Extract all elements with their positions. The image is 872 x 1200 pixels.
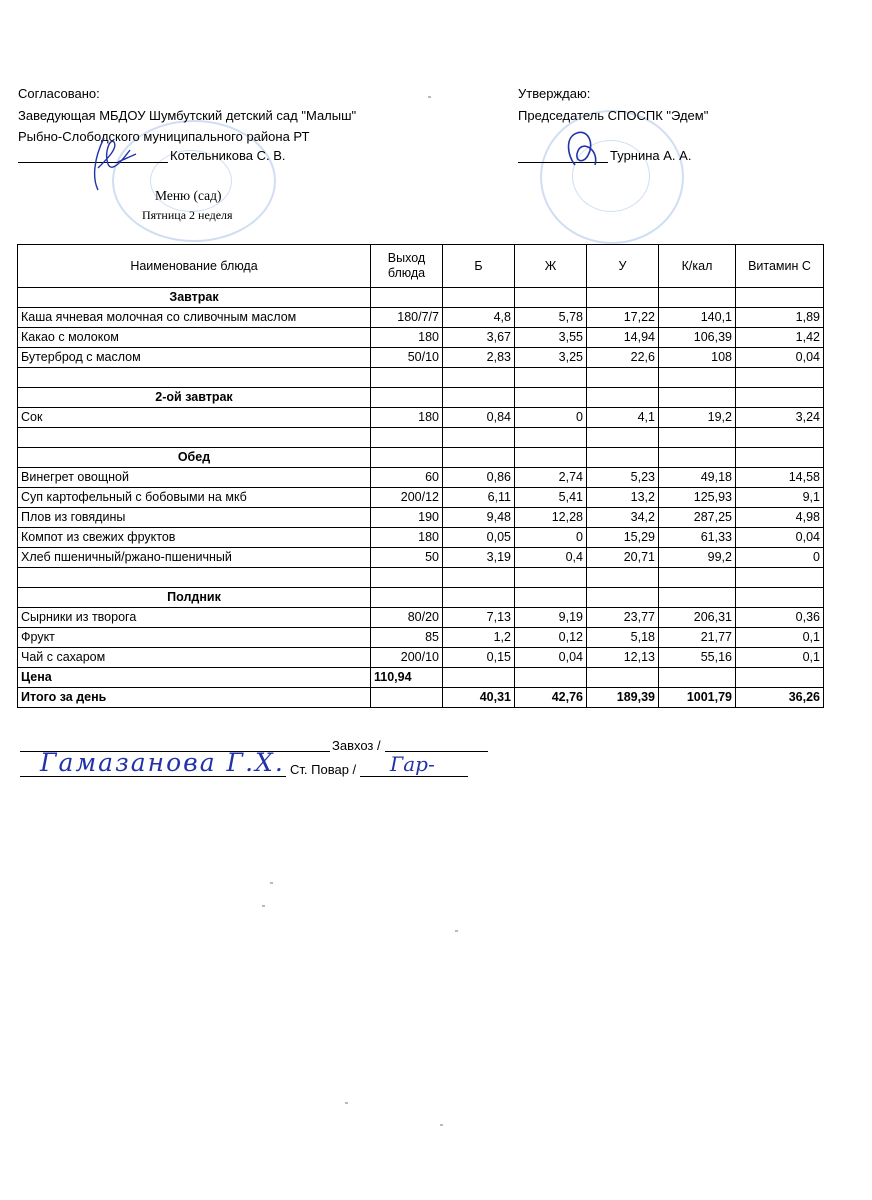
cell-vitamin-c: 0,1 xyxy=(736,648,824,668)
cell-carbs: 13,2 xyxy=(587,488,659,508)
cell-vitamin-c: 3,24 xyxy=(736,408,824,428)
scan-speck xyxy=(345,1102,348,1104)
storekeeper-label: Завхоз / xyxy=(332,738,381,753)
col-header-protein: Б xyxy=(443,245,515,288)
cell-dish-name: Фрукт xyxy=(18,628,371,648)
cook-label: Ст. Повар / xyxy=(290,762,357,777)
cell-dish-name: Компот из свежих фруктов xyxy=(18,528,371,548)
cell-kcal: 125,93 xyxy=(659,488,736,508)
cell-protein: 9,48 xyxy=(443,508,515,528)
chair-name: Турнина А. А. xyxy=(610,148,692,163)
cell-yield: 180/7/7 xyxy=(371,308,443,328)
col-header-yield: Выход блюда xyxy=(371,245,443,288)
cell-protein: 0,05 xyxy=(443,528,515,548)
table-row xyxy=(18,328,824,348)
snack-rows xyxy=(18,608,824,668)
cell-dish-name: Сырники из творога xyxy=(18,608,371,628)
cook-handwritten-name: Гамазанова Г.Х. xyxy=(40,748,285,777)
cell-yield: 200/10 xyxy=(371,648,443,668)
cell-protein: 1,2 xyxy=(443,628,515,648)
head-name: Котельникова С. В. xyxy=(170,148,286,163)
cell-protein: 0,15 xyxy=(443,648,515,668)
cell-yield: 80/20 xyxy=(371,608,443,628)
cell-dish-name: Винегрет овощной xyxy=(18,468,371,488)
cell-dish-name: Плов из говядины xyxy=(18,508,371,528)
cell-yield: 50/10 xyxy=(371,348,443,368)
table-row xyxy=(18,308,824,328)
cell-yield: 200/12 xyxy=(371,488,443,508)
cell-fat: 2,74 xyxy=(515,468,587,488)
cell-kcal: 49,18 xyxy=(659,468,736,488)
cell-yield: 180 xyxy=(371,528,443,548)
cell-carbs: 34,2 xyxy=(587,508,659,528)
section-snack: Полдник xyxy=(18,588,371,608)
cell-dish-name: Суп картофельный с бобовыми на мкб xyxy=(18,488,371,508)
cell-yield: 180 xyxy=(371,328,443,348)
table-row xyxy=(18,648,824,668)
section-row xyxy=(18,388,824,408)
spacer-row xyxy=(18,568,824,588)
table-row xyxy=(18,408,824,428)
cell-dish-name: Какао с молоком xyxy=(18,328,371,348)
cell-kcal: 106,39 xyxy=(659,328,736,348)
cell-vitamin-c: 1,89 xyxy=(736,308,824,328)
lunch-rows xyxy=(18,468,824,568)
table-row xyxy=(18,508,824,528)
cell-yield: 60 xyxy=(371,468,443,488)
total-kcal: 1001,79 xyxy=(659,688,736,708)
head-signature xyxy=(74,128,154,198)
cell-dish-name: Бутерброд с маслом xyxy=(18,348,371,368)
chair-signature xyxy=(555,125,615,175)
cell-fat: 0 xyxy=(515,528,587,548)
menu-day: Пятница 2 неделя xyxy=(142,208,233,222)
total-protein: 40,31 xyxy=(443,688,515,708)
spacer-row xyxy=(18,368,824,388)
cell-yield: 50 xyxy=(371,548,443,568)
cell-carbs: 20,71 xyxy=(587,548,659,568)
price-value: 110,94 xyxy=(371,668,443,688)
scan-speck xyxy=(455,930,458,932)
section-lunch: Обед xyxy=(18,448,371,468)
table-row xyxy=(18,548,824,568)
cell-carbs: 4,1 xyxy=(587,408,659,428)
cell-dish-name: Чай с сахаром xyxy=(18,648,371,668)
table-row xyxy=(18,608,824,628)
cell-carbs: 22,6 xyxy=(587,348,659,368)
second-breakfast-rows xyxy=(18,408,824,428)
cell-kcal: 206,31 xyxy=(659,608,736,628)
cell-vitamin-c: 4,98 xyxy=(736,508,824,528)
cell-protein: 0,84 xyxy=(443,408,515,428)
cell-fat: 0 xyxy=(515,408,587,428)
cell-yield: 180 xyxy=(371,408,443,428)
cell-protein: 4,8 xyxy=(443,308,515,328)
agreed-label: Согласовано: xyxy=(18,86,100,101)
menu-title: Меню (сад) xyxy=(155,188,222,203)
head-position: Заведующая МБДОУ Шумбутский детский сад "Малыш" xyxy=(18,108,357,123)
approve-label: Утверждаю: xyxy=(518,86,591,101)
col-header-carbs: У xyxy=(587,245,659,288)
section-breakfast: Завтрак xyxy=(18,288,371,308)
cell-fat: 3,25 xyxy=(515,348,587,368)
cell-carbs: 12,13 xyxy=(587,648,659,668)
table-row xyxy=(18,528,824,548)
total-carbs: 189,39 xyxy=(587,688,659,708)
cook-signature-line xyxy=(360,776,468,777)
section-row xyxy=(18,448,824,468)
cell-carbs: 17,22 xyxy=(587,308,659,328)
table-row xyxy=(18,348,824,368)
total-row xyxy=(18,688,824,708)
cell-vitamin-c: 9,1 xyxy=(736,488,824,508)
cell-kcal: 140,1 xyxy=(659,308,736,328)
total-fat: 42,76 xyxy=(515,688,587,708)
col-header-fat: Ж xyxy=(515,245,587,288)
cell-carbs: 23,77 xyxy=(587,608,659,628)
cell-vitamin-c: 1,42 xyxy=(736,328,824,348)
cell-vitamin-c: 0,36 xyxy=(736,608,824,628)
scan-speck xyxy=(428,96,431,98)
cell-fat: 0,04 xyxy=(515,648,587,668)
cell-fat: 5,41 xyxy=(515,488,587,508)
cell-yield: 85 xyxy=(371,628,443,648)
cell-protein: 2,83 xyxy=(443,348,515,368)
breakfast-rows xyxy=(18,308,824,368)
cell-vitamin-c: 0,04 xyxy=(736,528,824,548)
cell-kcal: 19,2 xyxy=(659,408,736,428)
table-row xyxy=(18,628,824,648)
cell-protein: 6,11 xyxy=(443,488,515,508)
col-header-dish: Наименование блюда xyxy=(18,245,371,288)
col-header-vitamin-c: Витамин С xyxy=(736,245,824,288)
cell-kcal: 287,25 xyxy=(659,508,736,528)
scan-speck xyxy=(440,1124,443,1126)
cell-yield: 190 xyxy=(371,508,443,528)
cell-kcal: 99,2 xyxy=(659,548,736,568)
cell-vitamin-c: 0,1 xyxy=(736,628,824,648)
chair-position: Председатель СПОСПК "Эдем" xyxy=(518,108,709,123)
cell-fat: 5,78 xyxy=(515,308,587,328)
menu-table xyxy=(17,244,824,708)
cell-kcal: 55,16 xyxy=(659,648,736,668)
cell-carbs: 5,18 xyxy=(587,628,659,648)
cell-kcal: 21,77 xyxy=(659,628,736,648)
cell-carbs: 14,94 xyxy=(587,328,659,348)
cell-fat: 0,4 xyxy=(515,548,587,568)
district-label: Рыбно-Слободского муниципального района РТ xyxy=(18,129,310,144)
cell-fat: 3,55 xyxy=(515,328,587,348)
cell-protein: 3,67 xyxy=(443,328,515,348)
cell-dish-name: Хлеб пшеничный/ржано-пшеничный xyxy=(18,548,371,568)
cell-kcal: 108 xyxy=(659,348,736,368)
cell-carbs: 15,29 xyxy=(587,528,659,548)
scan-speck xyxy=(270,882,273,884)
table-row xyxy=(18,488,824,508)
table-row xyxy=(18,468,824,488)
scan-speck xyxy=(262,905,265,907)
total-vitamin-c: 36,26 xyxy=(736,688,824,708)
section-row xyxy=(18,588,824,608)
cell-vitamin-c: 14,58 xyxy=(736,468,824,488)
cell-protein: 7,13 xyxy=(443,608,515,628)
cell-protein: 3,19 xyxy=(443,548,515,568)
table-header-row xyxy=(18,245,824,288)
section-row xyxy=(18,288,824,308)
cell-fat: 9,19 xyxy=(515,608,587,628)
spacer-row xyxy=(18,428,824,448)
cell-carbs: 5,23 xyxy=(587,468,659,488)
cell-dish-name: Сок xyxy=(18,408,371,428)
cell-kcal: 61,33 xyxy=(659,528,736,548)
cell-vitamin-c: 0 xyxy=(736,548,824,568)
cell-dish-name: Каша ячневая молочная со сливочным маслом xyxy=(18,308,371,328)
price-row xyxy=(18,668,824,688)
cell-protein: 0,86 xyxy=(443,468,515,488)
section-second-breakfast: 2-ой завтрак xyxy=(18,388,371,408)
cell-fat: 12,28 xyxy=(515,508,587,528)
cook-handwritten-sign: Гар- xyxy=(390,752,435,776)
total-label: Итого за день xyxy=(18,688,371,708)
price-label: Цена xyxy=(18,668,371,688)
cell-vitamin-c: 0,04 xyxy=(736,348,824,368)
cell-fat: 0,12 xyxy=(515,628,587,648)
col-header-kcal: К/кал xyxy=(659,245,736,288)
